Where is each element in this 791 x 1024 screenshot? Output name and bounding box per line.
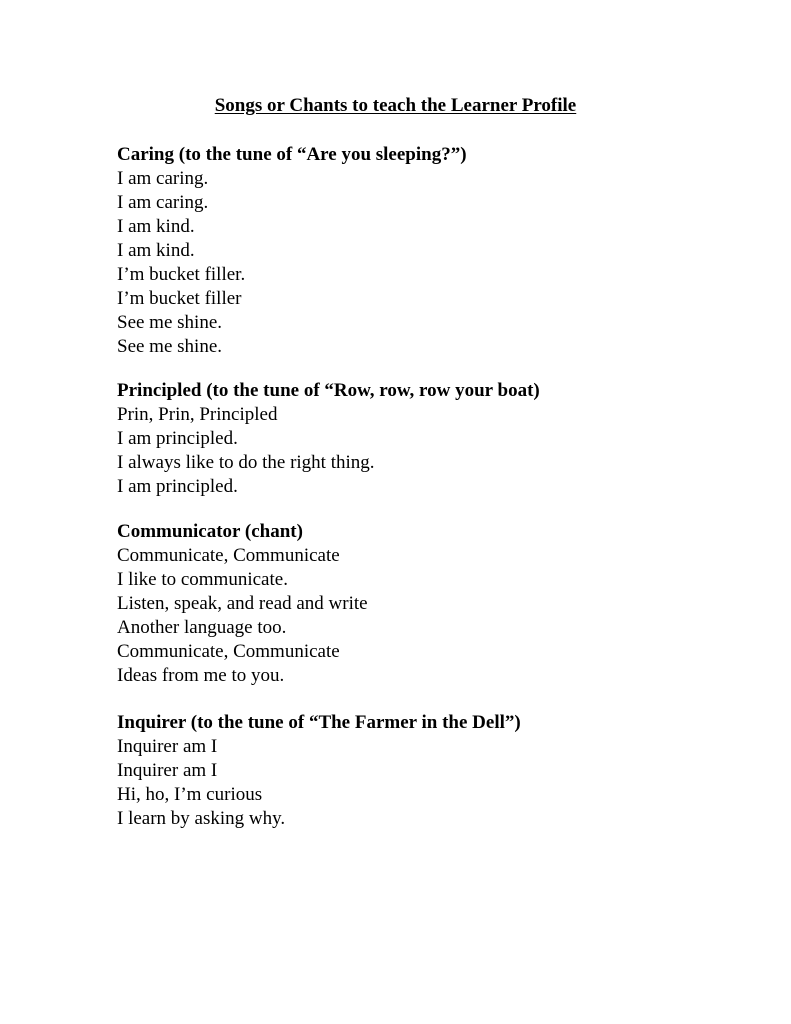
- lyric-line: I always like to do the right thing.: [117, 452, 375, 473]
- lyric-line: Hi, ho, I’m curious: [117, 784, 263, 805]
- lyric-line: Another language too.: [117, 617, 287, 638]
- document-title: Songs or Chants to teach the Learner Profile: [214, 95, 577, 116]
- lyric-line: I am kind.: [117, 240, 195, 261]
- lyric-line: Listen, speak, and read and write: [117, 593, 368, 614]
- lyric-line: Inquirer am I: [117, 736, 218, 757]
- lyric-line: I learn by asking why.: [117, 808, 286, 829]
- lyric-line: I am caring.: [117, 168, 209, 189]
- lyric-line: Inquirer am I: [117, 760, 218, 781]
- lyric-line: I’m bucket filler: [117, 288, 242, 309]
- section-heading: Caring (to the tune of “Are you sleeping?”): [117, 144, 467, 165]
- section-inquirer: [117, 711, 737, 831]
- lyric-line: Communicate, Communicate: [117, 545, 340, 566]
- section-heading: Communicator (chant): [117, 521, 303, 542]
- lyric-line: Communicate, Communicate: [117, 641, 340, 662]
- lyric-line: Ideas from me to you.: [117, 665, 285, 686]
- lyric-line: I like to communicate.: [117, 569, 288, 590]
- lyric-line: I am caring.: [117, 192, 209, 213]
- lyric-line: I am principled.: [117, 428, 238, 449]
- lyric-line: I am principled.: [117, 476, 238, 497]
- lyric-line: Prin, Prin, Principled: [117, 404, 278, 425]
- section-caring: [117, 143, 737, 359]
- lyric-line: I am kind.: [117, 216, 195, 237]
- section-communicator: [117, 520, 737, 688]
- lyric-line: See me shine.: [117, 312, 223, 333]
- section-heading: Inquirer (to the tune of “The Farmer in the Dell”): [117, 712, 521, 733]
- section-principled: [117, 379, 737, 499]
- lyric-line: I’m bucket filler.: [117, 264, 246, 285]
- lyric-line: See me shine.: [117, 336, 223, 357]
- section-heading: Principled (to the tune of “Row, row, row your boat): [117, 380, 540, 401]
